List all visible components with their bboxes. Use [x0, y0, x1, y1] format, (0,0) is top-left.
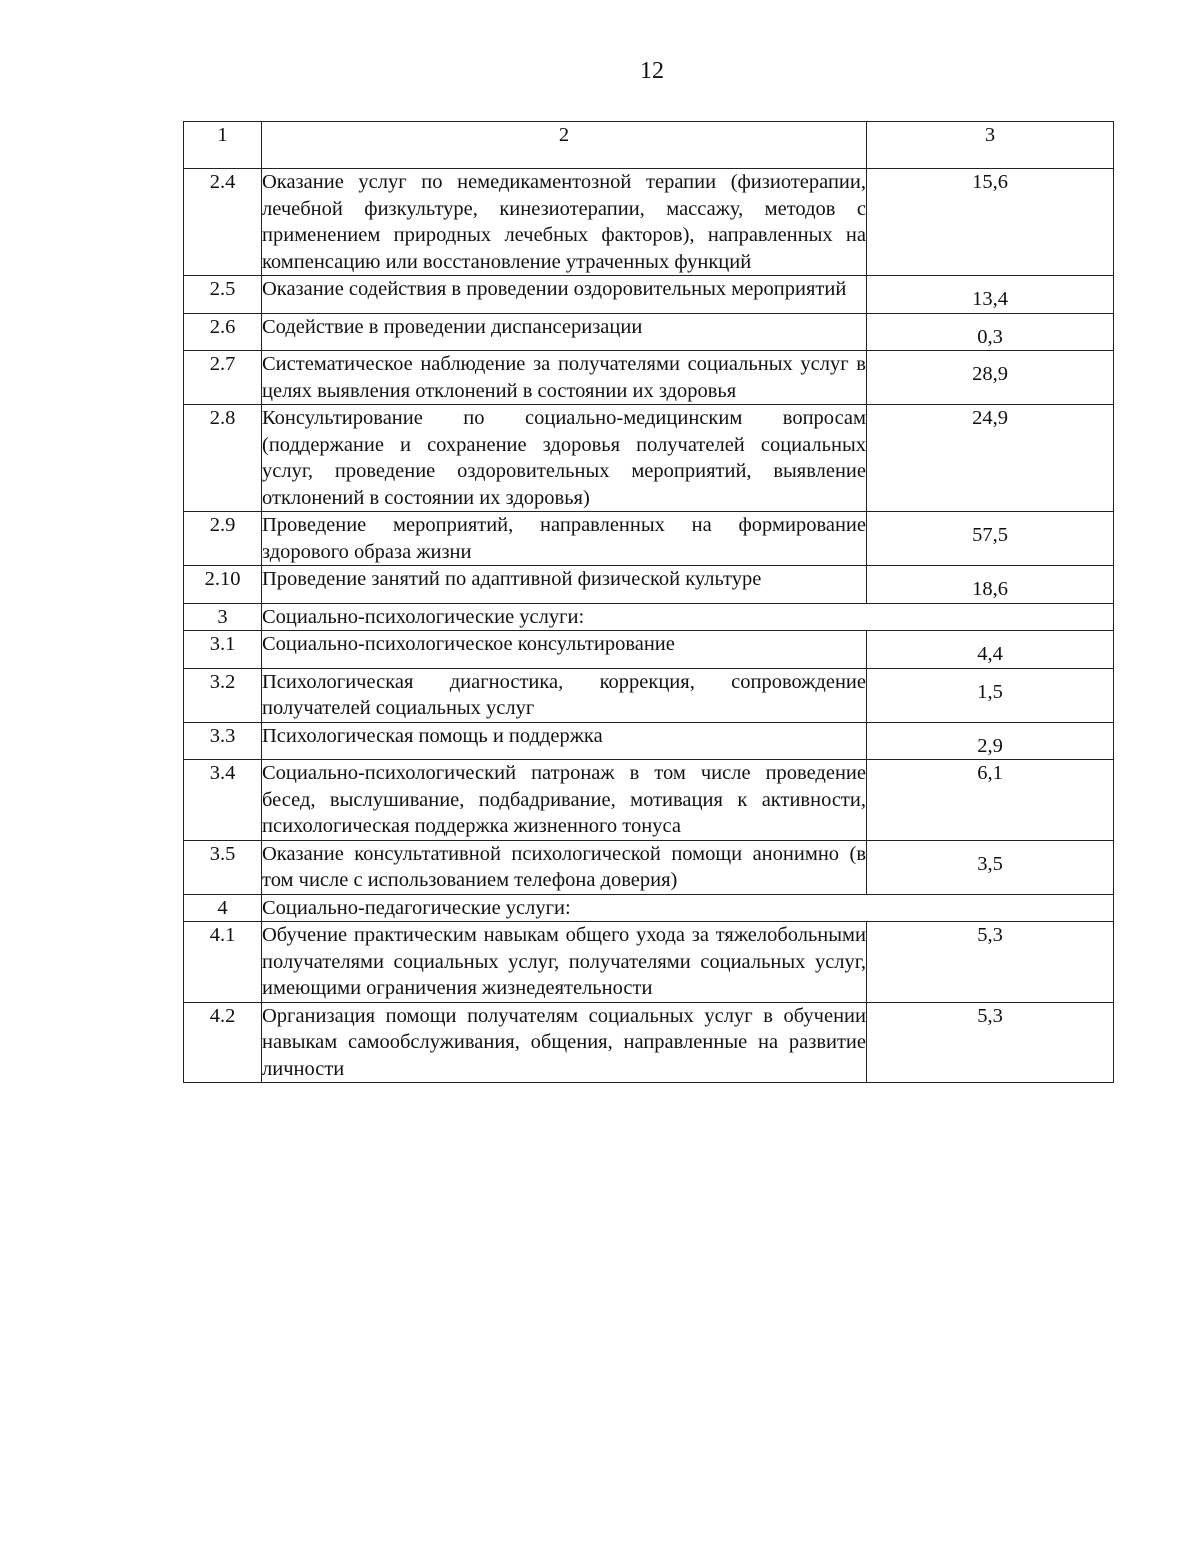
row-value: 5,3 — [867, 1002, 1114, 1083]
row-number: 2.8 — [184, 405, 262, 512]
row-value: 57,5 — [867, 512, 1114, 566]
row-service-name: Консультирование по социально-медицинским вопросам (поддержание и сохранение здоровья получателей социальных услуг, проведение оздоровительных мероприятий, выявление отклонений в состоянии их здоровья) — [262, 405, 867, 512]
row-number: 3.4 — [184, 760, 262, 841]
row-value: 15,6 — [867, 169, 1114, 276]
table-row — [184, 351, 1114, 405]
row-number: 2.10 — [184, 566, 262, 604]
row-service-name: Проведение мероприятий, направленных на формирование здорового образа жизни — [262, 512, 867, 566]
section-row — [184, 603, 1114, 631]
row-service-name: Социально-психологический патронаж в том числе проведение бесед, выслушивание, подбадривание, мотивация к активности, психологическая поддержка жизненного тонуса — [262, 760, 867, 841]
row-value: 1,5 — [867, 668, 1114, 722]
table-row — [184, 922, 1114, 1003]
row-number: 3.3 — [184, 722, 262, 760]
row-value: 18,6 — [867, 566, 1114, 604]
table-row — [184, 276, 1114, 314]
section-number: 4 — [184, 894, 262, 922]
row-value: 24,9 — [867, 405, 1114, 512]
table-row — [184, 840, 1114, 894]
row-number: 3.2 — [184, 668, 262, 722]
row-value: 2,9 — [867, 722, 1114, 760]
row-service-name: Содействие в проведении диспансеризации — [262, 313, 867, 351]
row-value: 0,3 — [867, 313, 1114, 351]
row-number: 4.1 — [184, 922, 262, 1003]
row-service-name: Оказание консультативной психологической помощи анонимно (в том числе с использованием телефона доверия) — [262, 840, 867, 894]
row-service-name: Психологическая помощь и поддержка — [262, 722, 867, 760]
row-service-name: Организация помощи получателям социальных услуг в обучении навыкам самообслуживания, общения, направленные на развитие личности — [262, 1002, 867, 1083]
page-number: 12 — [640, 58, 664, 84]
row-number: 2.4 — [184, 169, 262, 276]
table-row — [184, 566, 1114, 604]
row-service-name: Систематическое наблюдение за получателями социальных услуг в целях выявления отклонений в состоянии их здоровья — [262, 351, 867, 405]
section-row — [184, 894, 1114, 922]
row-value: 5,3 — [867, 922, 1114, 1003]
row-service-name: Проведение занятий по адаптивной физической культуре — [262, 566, 867, 604]
table-row — [184, 722, 1114, 760]
row-number: 2.9 — [184, 512, 262, 566]
row-number: 3.5 — [184, 840, 262, 894]
row-number: 4.2 — [184, 1002, 262, 1083]
row-service-name: Социально-психологическое консультирование — [262, 631, 867, 669]
row-value: 6,1 — [867, 760, 1114, 841]
table-row — [184, 313, 1114, 351]
table-row — [184, 760, 1114, 841]
row-number: 3.1 — [184, 631, 262, 669]
header-cell-number: 1 — [184, 122, 262, 169]
header-cell-value: 3 — [867, 122, 1114, 169]
section-number: 3 — [184, 603, 262, 631]
row-value: 28,9 — [867, 351, 1114, 405]
table-row — [184, 512, 1114, 566]
row-value: 4,4 — [867, 631, 1114, 669]
section-title: Социально-педагогические услуги: — [262, 894, 1114, 922]
row-service-name: Оказание содействия в проведении оздоровительных мероприятий — [262, 276, 867, 314]
table-row — [184, 405, 1114, 512]
services-table — [183, 121, 1114, 1083]
section-title: Социально-психологические услуги: — [262, 603, 1114, 631]
row-number: 2.7 — [184, 351, 262, 405]
header-cell-name: 2 — [262, 122, 867, 169]
row-number: 2.6 — [184, 313, 262, 351]
row-service-name: Оказание услуг по немедикаментозной терапии (физиотерапии, лечебной физкультуре, кинезиотерапии, массажу, методов с применением природных лечебных факторов), направленных на компенсацию или восстановление утраченных функций — [262, 169, 867, 276]
table-row — [184, 1002, 1114, 1083]
table-row — [184, 169, 1114, 276]
row-value: 3,5 — [867, 840, 1114, 894]
table-row — [184, 668, 1114, 722]
row-service-name: Обучение практическим навыкам общего ухода за тяжелобольными получателями социальных услуг, получателями социальных услуг, имеющими ограничения жизнедеятельности — [262, 922, 867, 1003]
row-service-name: Психологическая диагностика, коррекция, сопровождение получателей социальных услуг — [262, 668, 867, 722]
table-header-row — [184, 122, 1114, 169]
table-row — [184, 631, 1114, 669]
row-number: 2.5 — [184, 276, 262, 314]
row-value: 13,4 — [867, 276, 1114, 314]
